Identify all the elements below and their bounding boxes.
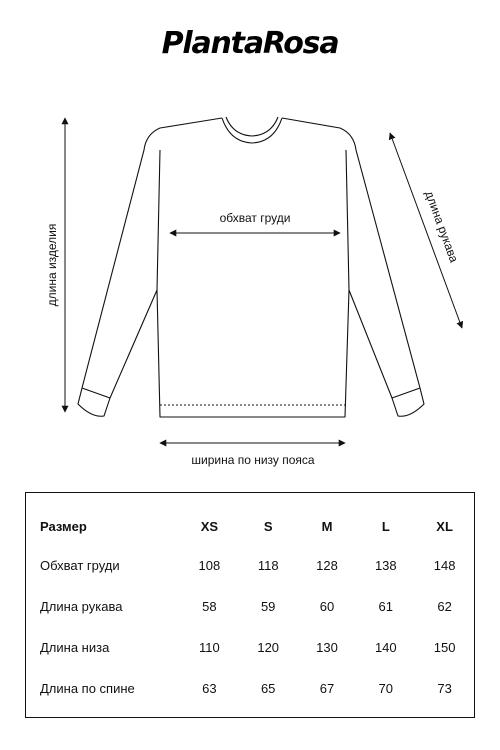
table-cell: Длина низа — [40, 640, 110, 655]
table-header-cell: XS — [200, 518, 219, 534]
table-cell: Обхват груди — [40, 558, 120, 573]
table-cell: 148 — [433, 558, 456, 573]
table-cell: 138 — [374, 558, 397, 573]
table-cell: 62 — [437, 599, 452, 614]
table-cell: 60 — [319, 599, 335, 614]
brand-logo: PlantaRosa — [161, 26, 339, 61]
size-table-grid — [26, 507, 474, 709]
table-header-cell: XL — [436, 518, 453, 534]
table-cell: 67 — [319, 681, 335, 696]
table-header-row — [26, 507, 474, 545]
table-cell: 73 — [437, 681, 452, 696]
chest-label: обхват груди — [219, 211, 291, 225]
table-cell: 120 — [257, 640, 280, 655]
length-label: длина изделия — [45, 223, 59, 307]
table-header-cell: M — [321, 518, 333, 534]
table-cell: 59 — [260, 599, 276, 614]
table-cell: 110 — [199, 640, 220, 655]
table-cell: 128 — [316, 558, 338, 573]
table-row — [26, 668, 474, 709]
sleeve-label: длина рукава — [422, 189, 462, 265]
table-header-cell: Размер — [40, 518, 87, 534]
table-cell: 130 — [316, 640, 338, 655]
table-cell: 63 — [202, 681, 217, 696]
table-cell: 61 — [378, 599, 394, 614]
table-cell: 140 — [374, 640, 397, 655]
table-row — [26, 545, 474, 586]
table-cell: Длина по спине — [40, 681, 135, 696]
table-cell: 108 — [198, 558, 221, 573]
table-cell: 150 — [433, 640, 456, 655]
hem-label: ширина по низу пояса — [191, 453, 315, 467]
table-cell: 65 — [260, 681, 276, 696]
table-row — [26, 627, 474, 668]
table-cell: 118 — [257, 558, 279, 573]
sweatshirt-outline — [78, 117, 424, 417]
table-row — [26, 586, 474, 627]
table-header-cell: L — [381, 518, 390, 534]
size-table — [25, 492, 475, 718]
table-cell: 70 — [378, 681, 394, 696]
table-header-cell: S — [263, 518, 273, 534]
table-cell: 58 — [202, 599, 217, 614]
table-cell: Длина рукава — [40, 599, 123, 614]
